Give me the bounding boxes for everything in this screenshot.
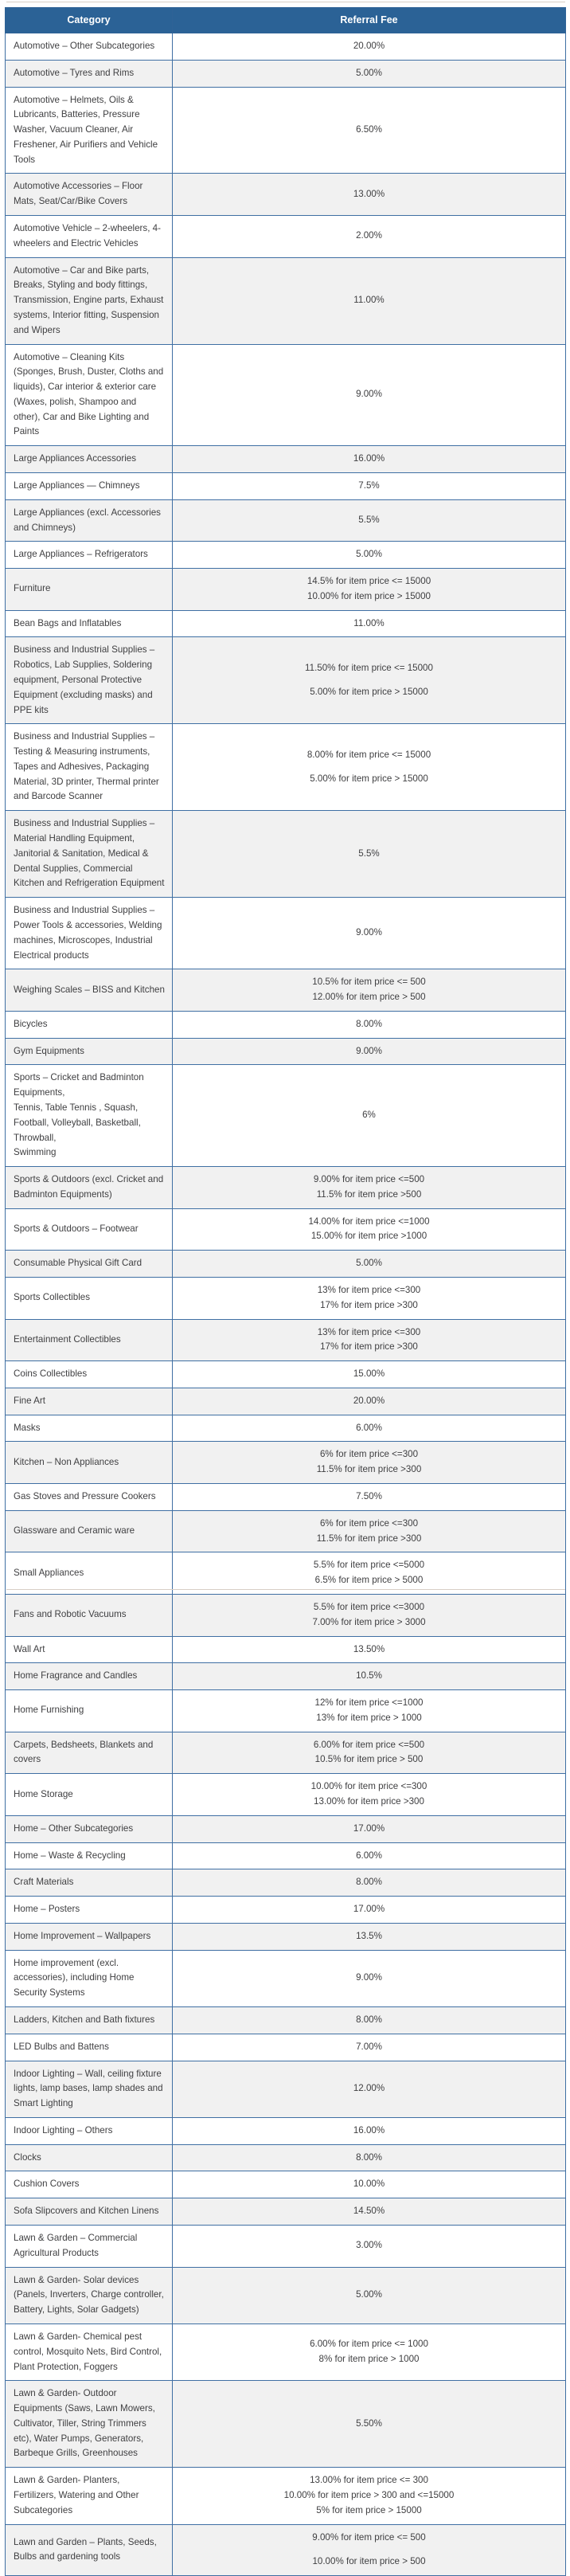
cell-category: Fans and Robotic Vacuums [6, 1594, 173, 1636]
cell-category: Business and Industrial Supplies – Material Handling Equipment, Janitorial & Sanitation, Medical & Dental Supplies, Commercial Kitchen and Refrigeration Equipment [6, 811, 173, 898]
table-body [6, 33, 566, 2576]
cell-referral-fee: 7.00% [173, 2034, 566, 2061]
cell-category: Automotive – Tyres and Rims [6, 60, 173, 87]
cell-referral-fee: 11.00% [173, 610, 566, 637]
table-row [6, 1319, 566, 1361]
cell-category: Bicycles [6, 1011, 173, 1038]
cell-category: Gas Stoves and Pressure Cookers [6, 1484, 173, 1511]
table-row [6, 542, 566, 569]
table-row [6, 1774, 566, 1816]
table-row [6, 2171, 566, 2198]
cell-referral-fee: 20.00% [173, 33, 566, 61]
table-row [6, 1388, 566, 1415]
table-row [6, 2034, 566, 2061]
cell-category: Wall Art [6, 1636, 173, 1663]
cell-category: Lawn & Garden- Planters, Fertilizers, Watering and Other Subcategories [6, 2468, 173, 2524]
cell-referral-fee: 5.5% for item price <=5000 6.5% for item price > 5000 [173, 1552, 566, 1595]
cell-referral-fee: 3.00% [173, 2226, 566, 2268]
cell-category: Consumable Physical Gift Card [6, 1251, 173, 1278]
table-row [6, 2323, 566, 2380]
cell-category: Sports & Outdoors – Footwear [6, 1208, 173, 1251]
cell-referral-fee: 16.00% [173, 446, 566, 473]
cell-referral-fee: 7.50% [173, 1484, 566, 1511]
cell-referral-fee: 5.00% [173, 542, 566, 569]
table-row [6, 87, 566, 174]
table-row [6, 1442, 566, 1484]
cell-referral-fee: 8.00% for item price <= 15000 5.00% for item price > 15000 [173, 724, 566, 811]
cell-category: Lawn & Garden- Outdoor Equipments (Saws, Lawn Mowers, Cultivator, Tiller, String Trimmers etc), Water Pumps, Generators, Barbeque Grills, Greenhouses [6, 2381, 173, 2468]
cell-referral-fee: 10.00% [173, 2171, 566, 2198]
table-row [6, 1011, 566, 1038]
cell-category: LED Bulbs and Battens [6, 2034, 173, 2061]
cell-category: Business and Industrial Supplies – Power Tools & accessories, Welding machines, Microscopes, Industrial Electrical products [6, 898, 173, 969]
cell-category: Automotive Vehicle – 2-wheelers, 4-wheelers and Electric Vehicles [6, 216, 173, 258]
cell-category: Large Appliances — Chimneys [6, 472, 173, 499]
table-row [6, 2144, 566, 2171]
cell-category: Glassware and Ceramic ware [6, 1510, 173, 1552]
cell-category: Gym Equipments [6, 1038, 173, 1065]
cell-category: Ladders, Kitchen and Bath fixtures [6, 2007, 173, 2034]
table-row [6, 2061, 566, 2117]
cell-referral-fee: 5.5% [173, 499, 566, 542]
table-row [6, 969, 566, 1012]
cell-referral-fee: 9.00% for item price <= 500 10.00% for item price > 500 [173, 2524, 566, 2576]
table-row [6, 2267, 566, 2323]
table-row [6, 2381, 566, 2468]
cell-referral-fee: 15.00% [173, 1361, 566, 1388]
table-header-row [6, 8, 566, 33]
table-row [6, 1251, 566, 1278]
cell-referral-fee: 10.5% [173, 1663, 566, 1690]
cell-category: Kitchen – Non Appliances [6, 1442, 173, 1484]
cell-category: Home Improvement – Wallpapers [6, 1923, 173, 1950]
table-row [6, 898, 566, 969]
cell-referral-fee: 13.50% [173, 1636, 566, 1663]
cell-category: Sofa Slipcovers and Kitchen Linens [6, 2198, 173, 2226]
cell-referral-fee: 6.00% for item price <=500 10.5% for item price > 500 [173, 1732, 566, 1774]
cell-referral-fee: 6.50% [173, 87, 566, 174]
cell-referral-fee: 9.00% [173, 1950, 566, 2006]
cell-category: Clocks [6, 2144, 173, 2171]
cell-category: Small Appliances [6, 1552, 173, 1595]
cell-referral-fee: 5.50% [173, 2381, 566, 2468]
table-row [6, 499, 566, 542]
cell-referral-fee: 5.00% [173, 2267, 566, 2323]
cell-category: Automotive – Car and Bike parts, Breaks, Styling and body fittings, Transmission, Engine parts, Exhaust systems, Interior fitting, Suspension and Wipers [6, 257, 173, 344]
cell-category: Bean Bags and Inflatables [6, 610, 173, 637]
cell-category: Fine Art [6, 1388, 173, 1415]
cell-referral-fee: 6% [173, 1065, 566, 1167]
table-row [6, 1415, 566, 1442]
cell-referral-fee: 12.00% [173, 2061, 566, 2117]
cell-referral-fee: 6.00% [173, 1842, 566, 1869]
table-row [6, 1897, 566, 1924]
table-row [6, 1167, 566, 1209]
table-row [6, 1361, 566, 1388]
table-row [6, 724, 566, 811]
cell-referral-fee: 14.50% [173, 2198, 566, 2226]
cell-category: Home Storage [6, 1774, 173, 1816]
cell-referral-fee: 13% for item price <=300 17% for item price >300 [173, 1278, 566, 1320]
cell-category: Lawn and Garden – Plants, Seeds, Bulbs and gardening tools [6, 2524, 173, 2576]
table-row [6, 174, 566, 216]
cell-referral-fee: 10.5% for item price <= 500 12.00% for item price > 500 [173, 969, 566, 1012]
cell-category: Lawn & Garden – Commercial Agricultural Products [6, 2226, 173, 2268]
table-row [6, 1594, 566, 1636]
cell-category: Weighing Scales – BISS and Kitchen [6, 969, 173, 1012]
table-row [6, 1869, 566, 1897]
cell-category: Business and Industrial Supplies – Robotics, Lab Supplies, Soldering equipment, Personal Protective Equipment (excluding masks) and PPE kits [6, 637, 173, 724]
cell-category: Large Appliances Accessories [6, 446, 173, 473]
cell-referral-fee: 7.5% [173, 472, 566, 499]
cell-category: Masks [6, 1415, 173, 1442]
cell-category: Entertainment Collectibles [6, 1319, 173, 1361]
table-row [6, 1552, 566, 1595]
cell-category: Home Furnishing [6, 1690, 173, 1732]
cell-category: Craft Materials [6, 1869, 173, 1897]
cell-category: Large Appliances – Refrigerators [6, 542, 173, 569]
cell-referral-fee: 8.00% [173, 2007, 566, 2034]
cell-referral-fee: 13.5% [173, 1923, 566, 1950]
table-row [6, 1510, 566, 1552]
table-row [6, 1732, 566, 1774]
cell-category: Sports Collectibles [6, 1278, 173, 1320]
cell-category: Sports – Cricket and Badminton Equipments, Tennis, Table Tennis , Squash, Football, Volleyball, Basketball, Throwball, Swimming [6, 1065, 173, 1167]
cell-referral-fee: 14.5% for item price <= 15000 10.00% for item price > 15000 [173, 569, 566, 611]
cell-category: Sports & Outdoors (excl. Cricket and Badminton Equipments) [6, 1167, 173, 1209]
cell-referral-fee: 8.00% [173, 1869, 566, 1897]
cell-category: Lawn & Garden- Chemical pest control, Mosquito Nets, Bird Control, Plant Protection, Foggers [6, 2323, 173, 2380]
cell-referral-fee: 10.00% for item price <=300 13.00% for item price >300 [173, 1774, 566, 1816]
cell-referral-fee: 20.00% [173, 1388, 566, 1415]
table-row [6, 1038, 566, 1065]
cell-category: Business and Industrial Supplies – Testing & Measuring instruments, Tapes and Adhesives, Packaging Material, 3D printer, Thermal printer and Barcode Scanner [6, 724, 173, 811]
cell-category: Home improvement (excl. accessories), including Home Security Systems [6, 1950, 173, 2006]
cell-category: Lawn & Garden- Solar devices (Panels, Inverters, Charge controller, Battery, Lights, Solar Gadgets) [6, 2267, 173, 2323]
cell-referral-fee: 8.00% [173, 1011, 566, 1038]
cell-referral-fee: 6% for item price <=300 11.5% for item price >300 [173, 1510, 566, 1552]
cell-referral-fee: 6% for item price <=300 11.5% for item price >300 [173, 1442, 566, 1484]
cell-referral-fee: 11.50% for item price <= 15000 5.00% for item price > 15000 [173, 637, 566, 724]
cell-referral-fee: 5.5% for item price <=3000 7.00% for item price > 3000 [173, 1594, 566, 1636]
cell-referral-fee: 8.00% [173, 2144, 566, 2171]
cell-referral-fee: 5.00% [173, 1251, 566, 1278]
table-row [6, 1842, 566, 1869]
table-row [6, 1690, 566, 1732]
cell-category: Automotive Accessories – Floor Mats, Seat/Car/Bike Covers [6, 174, 173, 216]
cell-category: Coins Collectibles [6, 1361, 173, 1388]
cell-referral-fee: 13.00% [173, 174, 566, 216]
cell-referral-fee: 2.00% [173, 216, 566, 258]
cell-referral-fee: 14.00% for item price <=1000 15.00% for item price >1000 [173, 1208, 566, 1251]
table-row [6, 344, 566, 446]
table-row [6, 446, 566, 473]
table-row [6, 472, 566, 499]
cell-referral-fee: 9.00% [173, 898, 566, 969]
cell-category: Cushion Covers [6, 2171, 173, 2198]
cell-referral-fee: 6.00% for item price <= 1000 8% for item price > 1000 [173, 2323, 566, 2380]
table-row [6, 1950, 566, 2006]
table-row [6, 1923, 566, 1950]
cell-referral-fee: 5.00% [173, 60, 566, 87]
cell-category: Home – Waste & Recycling [6, 1842, 173, 1869]
cell-category: Large Appliances (excl. Accessories and Chimneys) [6, 499, 173, 542]
cell-referral-fee: 13.00% for item price <= 300 10.00% for item price > 300 and <=15000 5% for item price > 15000 [173, 2468, 566, 2524]
table-row [6, 1208, 566, 1251]
cell-category: Indoor Lighting – Wall, ceiling fixture lights, lamp bases, lamp shades and Smart Lighting [6, 2061, 173, 2117]
table-row [6, 811, 566, 898]
table-row [6, 1065, 566, 1167]
cell-referral-fee: 6.00% [173, 1415, 566, 1442]
cell-referral-fee: 13% for item price <=300 17% for item price >300 [173, 1319, 566, 1361]
table-row [6, 1484, 566, 1511]
cell-category: Furniture [6, 569, 173, 611]
table-row [6, 2226, 566, 2268]
table-row [6, 2117, 566, 2144]
table-row [6, 216, 566, 258]
referral-fee-table [5, 7, 566, 2576]
table-row [6, 2524, 566, 2576]
table-header [6, 8, 566, 33]
cell-referral-fee: 17.00% [173, 1815, 566, 1842]
table-row [6, 1815, 566, 1842]
column-header-referral-fee: Referral Fee [173, 8, 566, 33]
cell-referral-fee: 11.00% [173, 257, 566, 344]
table-row [6, 2468, 566, 2524]
table-row [6, 1663, 566, 1690]
cell-category: Automotive – Helmets, Oils & Lubricants, Batteries, Pressure Washer, Vacuum Cleaner, Air Freshener, Air Purifiers and Vehicle Tools [6, 87, 173, 174]
table-row [6, 1636, 566, 1663]
cell-referral-fee: 5.5% [173, 811, 566, 898]
cell-category: Indoor Lighting – Others [6, 2117, 173, 2144]
cell-referral-fee: 9.00% for item price <=500 11.5% for item price >500 [173, 1167, 566, 1209]
cell-category: Home – Posters [6, 1897, 173, 1924]
cell-referral-fee: 9.00% [173, 1038, 566, 1065]
cell-referral-fee: 12% for item price <=1000 13% for item price > 1000 [173, 1690, 566, 1732]
column-header-category: Category [6, 8, 173, 33]
table-row [6, 257, 566, 344]
table-row [6, 60, 566, 87]
table-row [6, 1278, 566, 1320]
cell-category: Automotive – Other Subcategories [6, 33, 173, 61]
cell-referral-fee: 17.00% [173, 1897, 566, 1924]
cell-category: Automotive – Cleaning Kits (Sponges, Brush, Duster, Cloths and liquids), Car interior & exterior care (Waxes, polish, Shampoo and other), Car and Bike Lighting and Paints [6, 344, 173, 446]
cell-category: Home – Other Subcategories [6, 1815, 173, 1842]
table-row [6, 33, 566, 61]
cell-category: Home Fragrance and Candles [6, 1663, 173, 1690]
table-row [6, 2198, 566, 2226]
table-row [6, 637, 566, 724]
cell-referral-fee: 9.00% [173, 344, 566, 446]
cell-category: Carpets, Bedsheets, Blankets and covers [6, 1732, 173, 1774]
cell-referral-fee: 16.00% [173, 2117, 566, 2144]
table-row [6, 569, 566, 611]
table-row [6, 610, 566, 637]
table-row [6, 2007, 566, 2034]
